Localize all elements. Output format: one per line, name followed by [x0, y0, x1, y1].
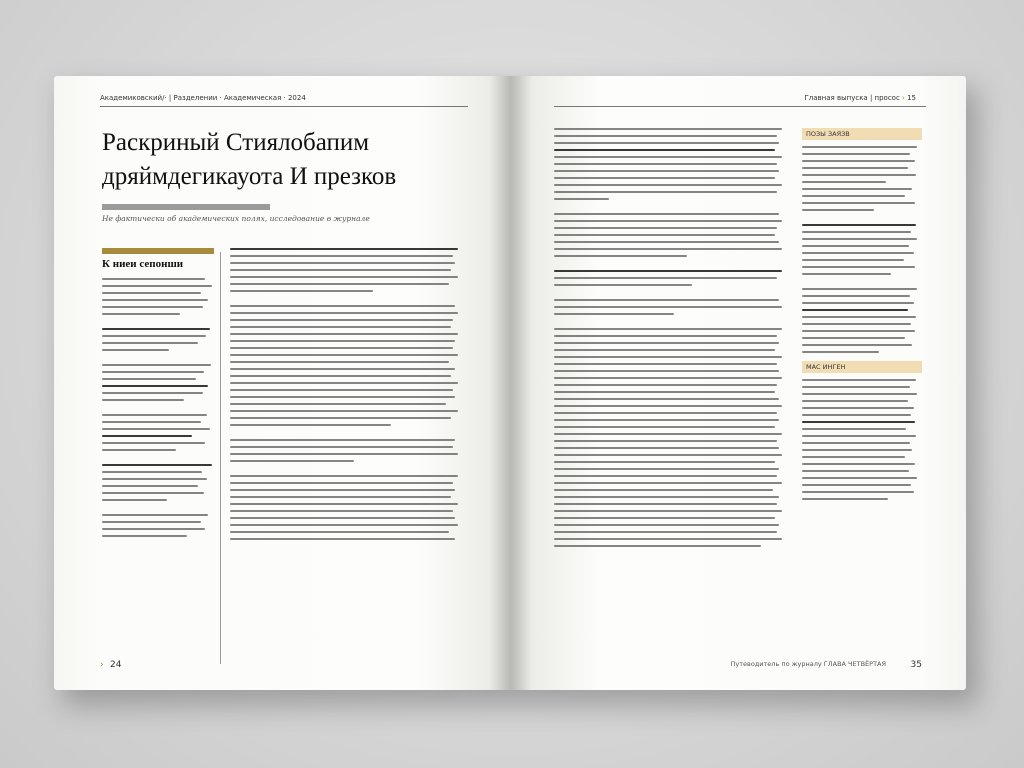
text-line	[230, 424, 391, 426]
text-line	[802, 428, 906, 430]
text-line	[802, 344, 912, 346]
text-line	[802, 456, 905, 458]
text-line	[802, 252, 914, 254]
text-line	[554, 356, 782, 358]
text-line	[802, 224, 916, 226]
text-line	[802, 202, 915, 204]
text-line	[554, 248, 782, 250]
text-line	[102, 428, 210, 430]
text-line	[554, 142, 779, 144]
text-line	[102, 278, 205, 280]
text-line	[554, 363, 777, 365]
left-header-rule	[100, 106, 468, 107]
text-line	[802, 386, 910, 388]
paragraph-gap	[802, 216, 922, 224]
text-line	[554, 128, 782, 130]
text-line	[554, 391, 775, 393]
text-line	[102, 449, 176, 451]
text-line	[554, 284, 692, 286]
text-line	[230, 262, 455, 264]
text-line	[554, 198, 609, 200]
text-line	[230, 340, 455, 342]
text-line	[230, 382, 458, 384]
text-line	[554, 191, 777, 193]
text-line	[802, 231, 911, 233]
text-line	[802, 167, 908, 169]
text-line	[554, 447, 779, 449]
text-line	[230, 368, 455, 370]
text-line	[802, 181, 886, 183]
paragraph-gap	[230, 467, 460, 475]
text-line	[554, 277, 777, 279]
text-line	[802, 146, 917, 148]
text-line	[230, 361, 449, 363]
text-line	[554, 489, 773, 491]
right-running-head-marker: ›	[902, 94, 908, 102]
text-line	[554, 299, 779, 301]
text-line	[802, 259, 904, 261]
right-body-text	[554, 128, 784, 547]
text-line	[554, 135, 777, 137]
text-line	[554, 503, 777, 505]
text-line	[802, 273, 891, 275]
right-page	[510, 76, 966, 690]
text-line	[102, 421, 201, 423]
text-line	[802, 266, 915, 268]
text-line	[802, 442, 910, 444]
text-line	[554, 538, 782, 540]
text-line	[802, 477, 917, 479]
right-folio-text: Путеводитель по журналу ГЛАВА ЧЕТВЁРТАЯ	[730, 660, 886, 668]
paragraph-gap	[554, 205, 784, 213]
text-line	[554, 213, 779, 215]
text-line	[554, 177, 775, 179]
text-line	[802, 153, 910, 155]
text-line	[230, 531, 449, 533]
paragraph-gap	[102, 320, 214, 328]
sidebar-box-text-2	[802, 379, 922, 500]
text-line	[802, 435, 916, 437]
text-line	[802, 188, 912, 190]
text-line	[102, 528, 205, 530]
text-line	[554, 328, 782, 330]
left-folio-marker: ›	[100, 660, 104, 670]
text-line	[230, 375, 451, 377]
text-line	[802, 400, 908, 402]
sidebar-box-heading-1: ПОЗЫ ЗАЯЗВ	[802, 128, 922, 140]
text-line	[554, 241, 779, 243]
text-line	[554, 156, 782, 158]
magazine-spread	[54, 76, 966, 690]
text-line	[802, 491, 914, 493]
text-line	[230, 269, 451, 271]
text-line	[554, 545, 761, 547]
text-line	[554, 517, 775, 519]
right-running-head-number: 15	[907, 94, 916, 102]
text-line	[102, 313, 180, 315]
text-line	[802, 498, 888, 500]
text-line	[554, 412, 777, 414]
text-line	[554, 377, 782, 379]
text-line	[230, 290, 373, 292]
text-line	[554, 184, 782, 186]
text-line	[554, 149, 775, 151]
left-gutter-shade	[488, 76, 510, 690]
right-header-rule	[554, 106, 926, 107]
sidebar-accent-bar	[102, 248, 214, 254]
text-line	[554, 370, 779, 372]
text-line	[554, 468, 779, 470]
right-gutter-shade	[510, 76, 532, 690]
text-line	[230, 347, 453, 349]
paragraph-gap	[102, 506, 214, 514]
left-running-head: Академиковский/· | Разделении · Академическая · 2024	[100, 94, 306, 102]
text-line	[554, 234, 775, 236]
column-divider	[220, 252, 221, 664]
text-line	[102, 435, 192, 437]
text-line	[230, 403, 446, 405]
text-line	[230, 312, 458, 314]
text-line	[554, 531, 777, 533]
text-line	[230, 417, 451, 419]
text-line	[230, 524, 458, 526]
text-line	[102, 514, 208, 516]
text-line	[802, 449, 912, 451]
text-line	[102, 378, 196, 380]
text-line	[102, 521, 201, 523]
right-page-number: 35	[910, 660, 922, 670]
text-line	[554, 255, 687, 257]
text-line	[230, 396, 455, 398]
text-line	[102, 399, 184, 401]
text-line	[230, 453, 458, 455]
text-line	[102, 499, 167, 501]
text-line	[554, 433, 782, 435]
text-line	[554, 440, 777, 442]
text-line	[102, 342, 198, 344]
text-line	[102, 392, 203, 394]
text-line	[802, 245, 909, 247]
left-page-number: 24	[110, 660, 122, 670]
text-line	[554, 349, 775, 351]
text-line	[554, 524, 779, 526]
text-line	[802, 330, 915, 332]
text-line	[230, 439, 455, 441]
text-line	[230, 354, 458, 356]
article-subtitle: Не фактически об академических полях, исследование в журнале	[102, 214, 370, 223]
text-line	[554, 454, 782, 456]
text-line	[102, 292, 201, 294]
text-line	[554, 270, 782, 272]
text-line	[802, 351, 879, 353]
paragraph-gap	[554, 262, 784, 270]
text-line	[230, 446, 453, 448]
paragraph-gap	[554, 320, 784, 328]
text-line	[554, 342, 779, 344]
text-line	[230, 503, 458, 505]
text-line	[102, 442, 205, 444]
sidebar-box-text-1	[802, 146, 922, 353]
text-line	[802, 414, 911, 416]
text-line	[554, 510, 782, 512]
text-line	[102, 328, 210, 330]
text-line	[102, 285, 212, 287]
text-line	[230, 410, 458, 412]
text-line	[230, 389, 453, 391]
text-line	[230, 460, 354, 462]
text-line	[230, 475, 458, 477]
text-line	[554, 426, 775, 428]
text-line	[802, 295, 910, 297]
text-line	[802, 421, 915, 423]
body-text-block	[230, 248, 460, 540]
text-line	[102, 364, 211, 366]
text-line	[102, 485, 198, 487]
text-line	[802, 393, 917, 395]
text-line	[802, 209, 874, 211]
paragraph-gap	[230, 297, 460, 305]
sidebar-text-block	[102, 278, 214, 537]
text-line	[802, 302, 914, 304]
text-line	[554, 405, 782, 407]
title-underline-bar	[102, 204, 270, 210]
paragraph-gap	[230, 431, 460, 439]
text-line	[554, 306, 782, 308]
text-line	[102, 535, 187, 537]
text-line	[802, 238, 917, 240]
paragraph-gap	[554, 291, 784, 299]
text-line	[102, 371, 204, 373]
text-line	[102, 349, 169, 351]
text-line	[554, 170, 779, 172]
text-line	[802, 337, 905, 339]
text-line	[554, 461, 775, 463]
article-title: Раскриный Стиялобапим дряймдегикауота И презков	[102, 129, 397, 190]
text-line	[554, 419, 779, 421]
text-line	[802, 323, 911, 325]
text-line	[554, 227, 777, 229]
paragraph-gap	[102, 356, 214, 364]
text-line	[230, 496, 451, 498]
text-line	[802, 316, 916, 318]
right-running-head-text: Главная выпуска | просос	[804, 94, 900, 102]
text-line	[102, 492, 204, 494]
left-body-column	[230, 248, 460, 545]
left-sidebar-column	[102, 248, 214, 542]
paragraph-gap	[102, 456, 214, 464]
right-running-head	[805, 94, 916, 102]
text-line	[102, 335, 206, 337]
text-line	[102, 464, 212, 466]
text-line	[230, 482, 453, 484]
text-line	[554, 335, 777, 337]
text-line	[554, 482, 782, 484]
text-line	[102, 471, 202, 473]
text-line	[554, 384, 777, 386]
text-line	[554, 220, 782, 222]
text-line	[230, 517, 455, 519]
text-line	[102, 478, 207, 480]
text-line	[102, 299, 208, 301]
text-line	[802, 407, 914, 409]
text-line	[230, 305, 455, 307]
text-line	[554, 398, 779, 400]
text-line	[230, 538, 455, 540]
text-line	[554, 313, 674, 315]
text-line	[230, 255, 453, 257]
right-body-column	[554, 128, 784, 552]
text-line	[554, 496, 779, 498]
text-line	[802, 309, 908, 311]
text-line	[230, 326, 451, 328]
left-page	[54, 76, 510, 690]
text-line	[802, 470, 909, 472]
text-line	[230, 489, 455, 491]
text-line	[554, 475, 777, 477]
text-line	[230, 283, 449, 285]
text-line	[102, 306, 203, 308]
text-line	[230, 333, 458, 335]
text-line	[802, 379, 916, 381]
text-line	[230, 248, 458, 250]
right-sidebar-column	[802, 128, 922, 505]
sidebar-box-heading-2: МАС ИНГЕН	[802, 361, 922, 373]
text-line	[102, 414, 207, 416]
paragraph-gap	[802, 280, 922, 288]
paragraph-gap	[102, 406, 214, 414]
text-line	[102, 385, 208, 387]
text-line	[802, 174, 916, 176]
text-line	[802, 288, 917, 290]
text-line	[230, 510, 453, 512]
text-line	[230, 276, 458, 278]
text-line	[230, 319, 453, 321]
text-line	[554, 163, 777, 165]
text-line	[802, 160, 915, 162]
text-line	[802, 463, 915, 465]
sidebar-heading: К ниеи сепонши	[102, 258, 184, 270]
text-line	[802, 195, 905, 197]
text-line	[802, 484, 911, 486]
